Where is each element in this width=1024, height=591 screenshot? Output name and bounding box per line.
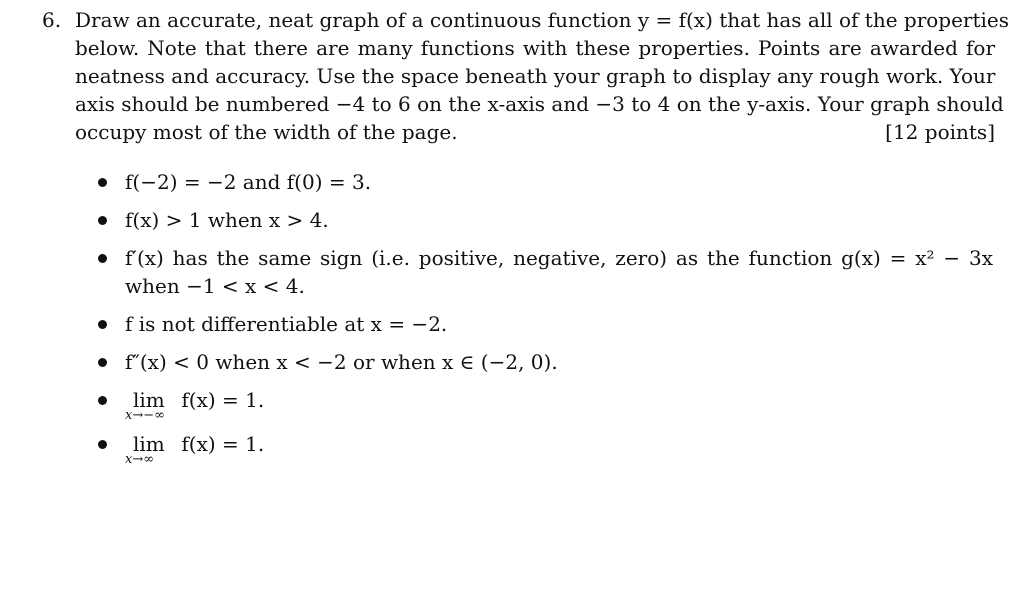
property-text: f(−2) = −2 and f(0) = 3. <box>125 170 372 194</box>
bullet-icon <box>98 440 107 449</box>
limit-operator <box>125 386 175 423</box>
question-prompt <box>75 6 1010 146</box>
limit-word: lim <box>133 388 165 412</box>
limit-word: lim <box>133 432 165 456</box>
property-text: f is not differentiable at x = −2. <box>125 312 448 336</box>
prompt-line: axis should be numbered −4 to 6 on the x-axis and −3 to 4 on the y-axis. Your graph should <box>75 92 1004 116</box>
bullet-icon <box>98 358 107 367</box>
prompt-line: below. Note that there are many functions with these properties. Points are awarded for <box>75 36 995 60</box>
property-line: when −1 < x < 4. <box>125 274 305 298</box>
question-number: 6. <box>42 8 62 32</box>
limit-expression: f(x) = 1. <box>181 432 265 456</box>
prompt-line: neatness and accuracy. Use the space beneath your graph to display any rough work. Your <box>75 64 996 88</box>
limit-subscript: x→−∞ <box>125 408 165 423</box>
property-text: f(x) > 1 when x > 4. <box>125 208 329 232</box>
property-text: f″(x) < 0 when x < −2 or when x ∈ (−2, 0). <box>125 350 558 374</box>
property-line: f′(x) has the same sign (i.e. positive, negative, zero) as the function g(x) = x² − 3x <box>125 246 993 270</box>
bullet-icon <box>98 254 107 263</box>
bullet-icon <box>98 396 107 405</box>
prompt-line-last <box>75 118 995 146</box>
bullet-icon <box>98 178 107 187</box>
points-value: [12 points] <box>885 120 995 144</box>
bullet-icon <box>98 320 107 329</box>
limit-expression: f(x) = 1. <box>181 388 265 412</box>
prompt-line: Draw an accurate, neat graph of a continuous function y = f(x) that has all of the properties <box>75 8 1010 32</box>
property-text <box>125 244 993 300</box>
property-text <box>125 430 265 467</box>
limit-operator <box>125 430 175 467</box>
property-text <box>125 386 265 423</box>
limit-subscript: x→∞ <box>125 452 155 467</box>
bullet-icon <box>98 216 107 225</box>
prompt-line: occupy most of the width of the page. <box>75 120 458 144</box>
